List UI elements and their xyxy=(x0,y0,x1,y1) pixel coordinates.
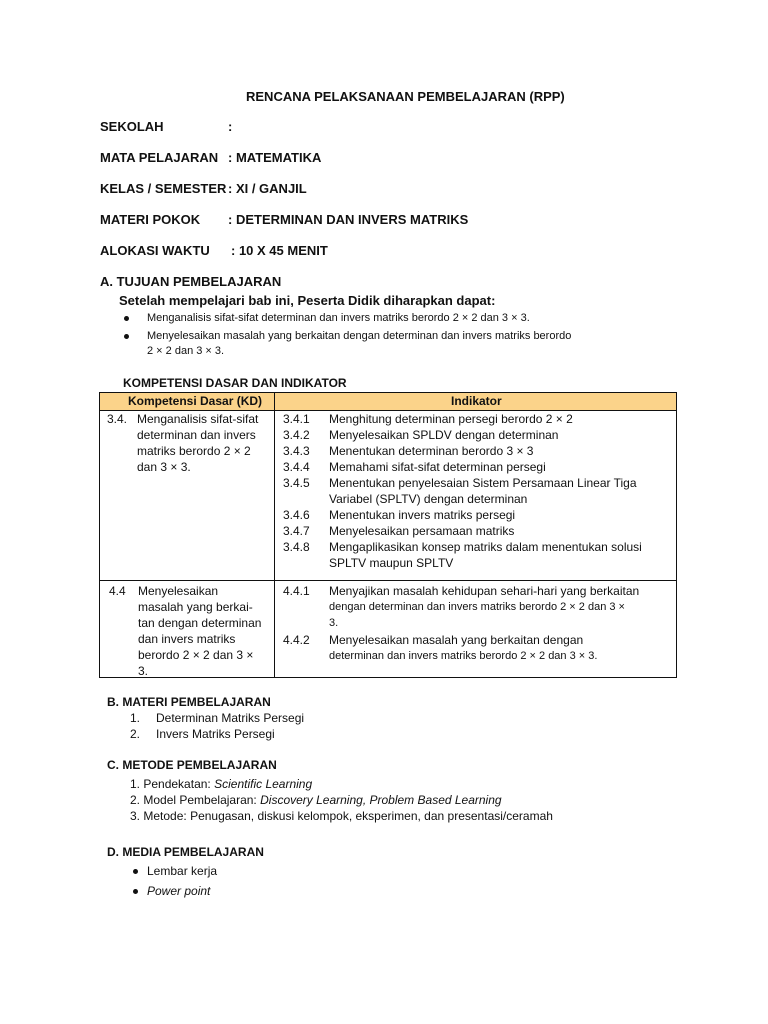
identity-value-mapel: : MATEMATIKA xyxy=(228,150,322,165)
identity-label-materi: MATERI POKOK xyxy=(100,212,201,227)
kd-col-header: Kompetensi Dasar (KD) xyxy=(128,394,263,408)
section-b-item: Determinan Matriks Persegi xyxy=(156,711,305,725)
kd2-line: masalah yang berkai- xyxy=(138,600,253,614)
section-b-heading: B. MATERI PEMBELAJARAN xyxy=(107,695,271,709)
section-a-bullet-1: Menganalisis sifat-sifat determinan dan invers matriks berordo 2 × 2 dan 3 × 3. xyxy=(147,312,530,324)
identity-label-sekolah: SEKOLAH xyxy=(100,119,164,134)
section-a-bullet-2-cont: 2 × 2 dan 3 × 3. xyxy=(147,345,225,357)
identity-value-alokasi: : 10 X 45 MENIT xyxy=(231,243,328,258)
kd2-line: tan dengan determinan xyxy=(138,616,262,630)
section-c-heading: C. METODE PEMBELAJARAN xyxy=(107,758,277,772)
identity-label-kelas: KELAS / SEMESTER xyxy=(100,181,227,196)
section-c-item: 3. Metode: Penugasan, diskusi kelompok, eksperimen, dan presentasi/ceramah xyxy=(130,809,553,823)
section-b-num: 2. xyxy=(130,727,141,741)
identity-value-materi: : DETERMINAN DAN INVERS MATRIKS xyxy=(228,212,469,227)
section-c-item: 2. Model Pembelajaran: Discovery Learning, Problem Based Learning xyxy=(130,793,502,807)
section-b-item: Invers Matriks Persegi xyxy=(156,727,275,741)
kd2-line: 3. xyxy=(138,664,149,678)
bullet-icon xyxy=(133,889,138,894)
document-title: RENCANA PELAKSANAAN PEMBELAJARAN (RPP) xyxy=(246,89,565,104)
kd1-line: determinan dan invers xyxy=(137,428,256,442)
section-d-item: Power point xyxy=(147,884,211,898)
bullet-icon xyxy=(124,316,129,321)
kd-table-header xyxy=(100,393,676,411)
kd2-line: berordo 2 × 2 dan 3 × xyxy=(138,648,254,662)
bullet-icon xyxy=(124,334,129,339)
section-b-num: 1. xyxy=(130,711,141,725)
section-d-heading: D. MEDIA PEMBELAJARAN xyxy=(107,845,264,859)
kd2-line: dan invers matriks xyxy=(138,632,236,646)
kd1-line: Menganalisis sifat-sifat xyxy=(137,412,259,426)
section-a-intro: Setelah mempelajari bab ini, Peserta Didik diharapkan dapat: xyxy=(119,293,496,308)
section-a-heading: A. TUJUAN PEMBELAJARAN xyxy=(100,274,282,289)
kd-table: Kompetensi Dasar (KD) Indikator 3.4. Menganalisis sifat-sifat determinan dan invers matriks berordo 2 × 2 dan 3 × 3. 3.4.1 Menghitung determinan persegi berordo 2 × 2 3.4.2 Menyelesaikan SPLDV dengan determinan 3.4.3 Menentukan determinan berordo 3 × 3 3.4.4 Memahami sifat-sifat determinan persegi 3.4.5 Menentukan penyelesaian Sistem Persamaan Linear Tiga Variabel (SPLTV) dengan determinan 3.4.6 Menentukan invers matriks persegi 3.4.7 Menyelesaikan persamaan matriks 3.4.8 Mengaplikasikan konsep matriks dalam menentukan solusi SPLTV maupun SPLTV 4.4 Menyelesaikan masalah yang berkai- tan dengan determinan dan invers matriks berordo 2 × 2 dan 3 × 3. 4.4.1 Menyajikan masalah kehidupan sehari-hari yang berkaitan dengan determinan dan invers matriks berordo 2 × 2 dan 3 × 3. 4.4.2 Menyelesaikan masalah yang berkaitan dengan determinan dan invers matriks berordo 2 × 2 dan 3 × 3. xyxy=(99,392,677,678)
identity-label-mapel: MATA PELAJARAN xyxy=(100,150,219,165)
kd1-line: matriks berordo 2 × 2 xyxy=(137,444,251,458)
identity-value-sekolah: : xyxy=(228,119,233,134)
kd2-line: Menyelesaikan xyxy=(138,584,219,598)
identity-value-kelas: : XI / GANJIL xyxy=(228,181,307,196)
table-row-divider xyxy=(100,580,676,581)
section-c-item: 1. Pendekatan: Scientific Learning xyxy=(130,777,313,791)
indikator-col-header: Indikator xyxy=(451,394,502,408)
kd-heading: KOMPETENSI DASAR DAN INDIKATOR xyxy=(123,376,347,390)
section-d-item: Lembar kerja xyxy=(147,864,218,878)
section-a-bullet-2: Menyelesaikan masalah yang berkaitan dengan determinan dan invers matriks berordo xyxy=(147,330,572,342)
bullet-icon xyxy=(133,869,138,874)
kd1-number: 3.4. xyxy=(107,412,128,426)
kd2-number: 4.4 xyxy=(109,584,126,598)
identity-label-alokasi: ALOKASI WAKTU xyxy=(100,243,210,258)
table-divider xyxy=(274,393,275,677)
kd1-line: dan 3 × 3. xyxy=(137,460,191,474)
